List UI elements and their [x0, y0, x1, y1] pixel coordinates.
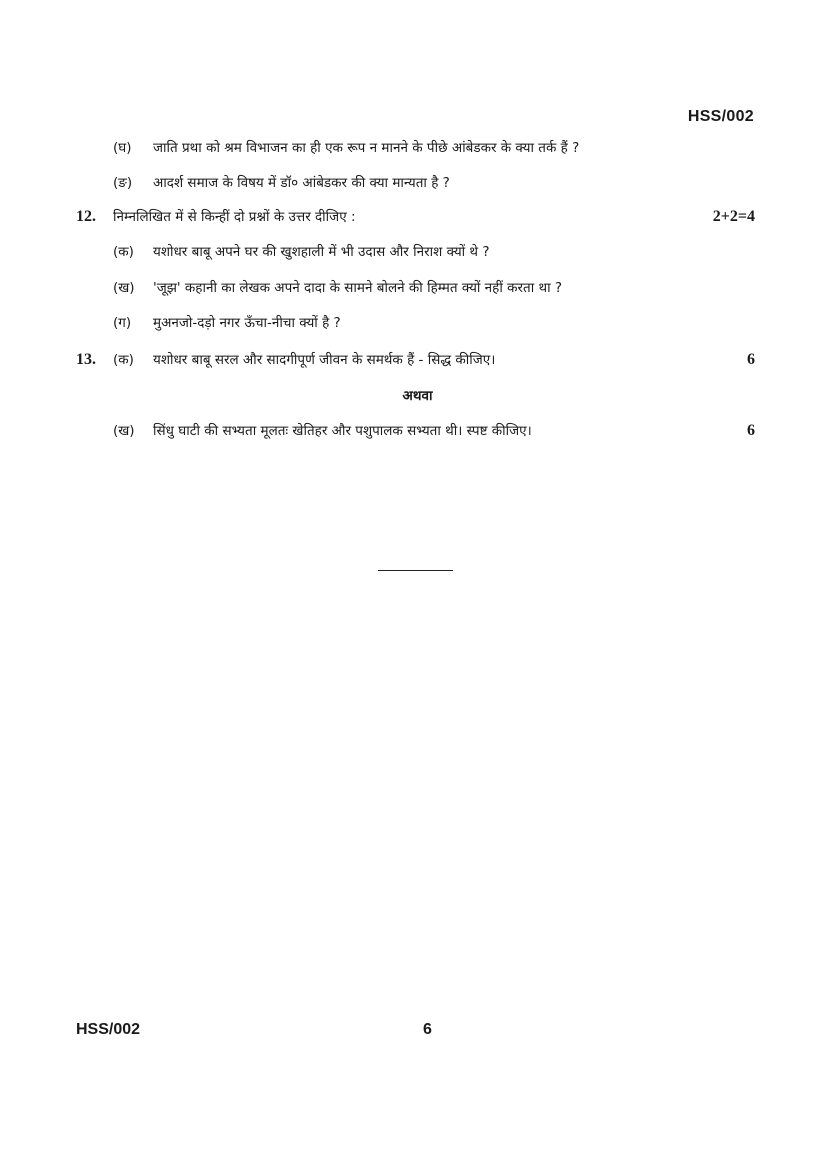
q12-item-ka — [0, 240, 827, 264]
question-12-number: 12. — [76, 208, 96, 225]
question-12 — [0, 205, 827, 229]
q12-item-ka-label: (क) — [113, 244, 134, 260]
question-13-part-b-marks: 6 — [747, 422, 755, 439]
footer-page-number: 6 — [423, 1021, 432, 1038]
q12-item-kha-text: 'जूझ' कहानी का लेखक अपने दादा के सामने बोलने की हिम्मत क्यों नहीं करता था ? — [153, 280, 563, 296]
q11-item-nga — [0, 171, 827, 195]
q11-item-gha-label: (घ) — [113, 140, 132, 156]
header-paper-code: HSS/002 — [687, 108, 754, 125]
q11-item-gha-text: जाति प्रथा को श्रम विभाजन का ही एक रूप न मानने के पीछे आंबेडकर के क्या तर्क हैं ? — [153, 140, 580, 156]
q12-item-ka-text: यशोधर बाबू अपने घर की खुशहाली में भी उदास और निराश क्यों थे ? — [153, 244, 490, 260]
or-separator: अथवा — [402, 388, 433, 404]
question-13-part-b-text: सिंधु घाटी की सभ्यता मूलतः खेतिहर और पशुपालक सभ्यता थी। स्पष्ट कीजिए। — [153, 423, 532, 439]
q12-item-ga-text: मुअनजो-दड़ो नगर ऊँचा-नीचा क्यों है ? — [153, 315, 341, 331]
q12-item-ga-label: (ग) — [113, 315, 132, 331]
q12-item-ga — [0, 311, 827, 335]
q12-item-kha — [0, 276, 827, 300]
question-12-marks: 2+2=4 — [712, 208, 755, 225]
end-of-paper-rule — [378, 570, 453, 571]
question-13-part-a-text: यशोधर बाबू सरल और सादगीपूर्ण जीवन के समर्थक हैं - सिद्ध कीजिए। — [153, 352, 496, 368]
q11-item-gha — [0, 136, 827, 160]
footer-paper-code: HSS/002 — [76, 1021, 141, 1038]
question-13-part-a — [0, 348, 827, 372]
q12-item-kha-label: (ख) — [113, 280, 135, 296]
q11-item-nga-text: आदर्श समाज के विषय में डॉ० आंबेडकर की क्या मान्यता है ? — [153, 175, 450, 191]
question-12-text: निम्नलिखित में से किन्हीं दो प्रश्नों के उत्तर दीजिए : — [113, 209, 356, 225]
question-13-part-a-marks: 6 — [747, 351, 755, 368]
question-13-part-a-label: (क) — [113, 352, 134, 368]
question-13-part-b-label: (ख) — [113, 423, 135, 439]
q11-item-nga-label: (ङ) — [113, 175, 133, 191]
question-13-number: 13. — [76, 351, 96, 368]
question-13-part-b — [0, 419, 827, 443]
